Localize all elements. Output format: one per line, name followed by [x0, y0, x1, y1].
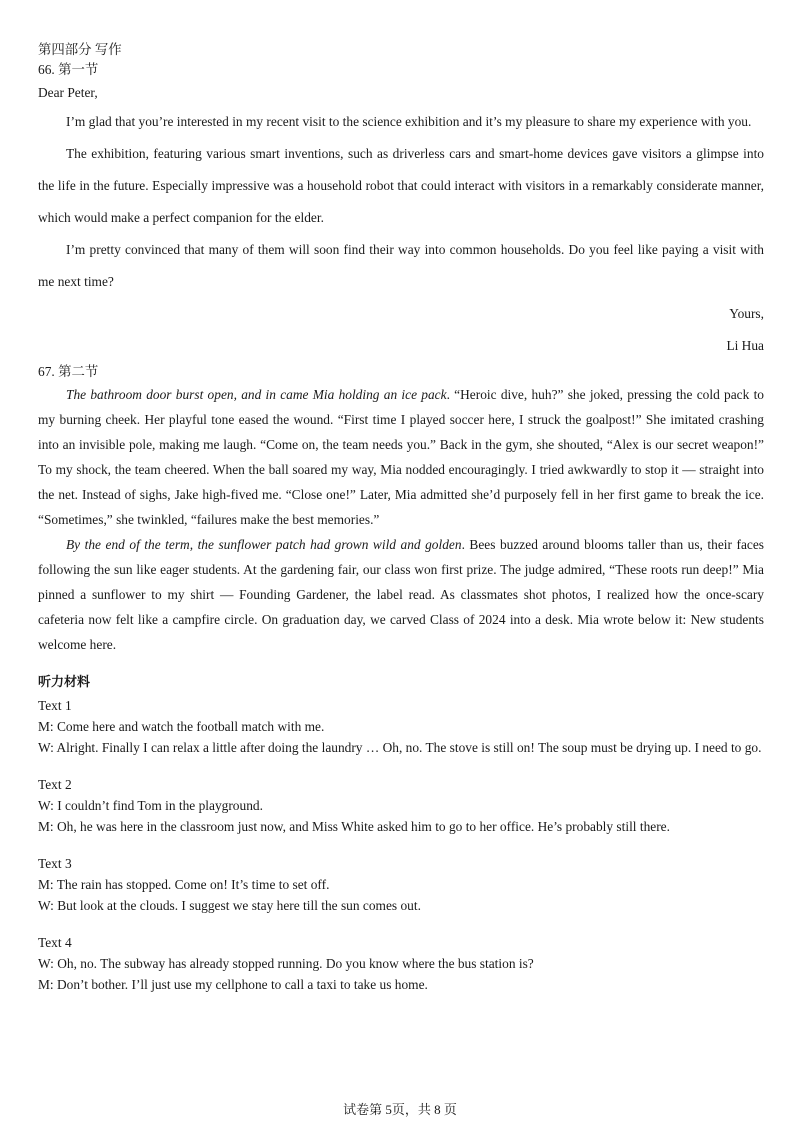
paragraph-2-lead: By the end of the term, the sunflower patch had grown wild and golden [66, 537, 462, 552]
dialogue-line: W: But look at the clouds. I suggest we stay here till the sun comes out. [38, 898, 421, 913]
listening-heading: 听力材料 [38, 675, 91, 690]
dialogue-line: M: The rain has stopped. Come on! It’s time to set off. [38, 877, 330, 892]
dialogue-line: M: Don’t bother. I’ll just use my cellphone to call a taxi to take us home. [38, 977, 428, 992]
q67-label: 67. 第二节 [38, 364, 99, 379]
question-66 [38, 60, 764, 362]
dialogue-line: W: Alright. Finally I can relax a little after doing the laundry … Oh, no. The stove is still on! The soup must be drying up. I need to go. [38, 740, 762, 755]
listening-text-3 [38, 853, 764, 916]
text-title: Text 1 [38, 698, 72, 713]
paragraph-1-body: . “Heroic dive, huh?” she joked, pressing the cold pack to my burning cheek. Her playful tone eased the wound. “First time I played soccer here, I struck the goalpost!” She imitated crashing into an invisible pole, making me laugh. “Come on, the team needs you.” Back in the gym, she shouted, “Alex is our secret weapon!” To my shock, the team cheered. When the ball soared my way, Mia nodded encouragingly. I tried awkwardly to stop it — straight into the net. Instead of sighs, Jake high-fived me. “Close one!” Later, Mia admitted she’d purposely fell in her first game to break the ice. “Sometimes,” she twinkled, “failures make the best memories.” [38, 387, 764, 527]
listening-text-1 [38, 695, 764, 758]
text-title: Text 2 [38, 777, 72, 792]
letter-paragraph: I’m glad that you’re interested in my recent visit to the science exhibition and it’s my pleasure to share my experience with you. [66, 114, 752, 129]
dialogue-line: M: Come here and watch the football match with me. [38, 719, 325, 734]
listening-text-4 [38, 932, 764, 995]
letter-salutation: Dear Peter, [38, 85, 98, 100]
paragraph-2-body: . Bees buzzed around blooms taller than us, their faces following the sun like eager students. At the gardening fair, our class won first prize. The judge admired, “These roots run deep!” Mia pinned a sunflower to my shirt — Founding Gardener, the label read. As classmates shot photos, I realized how the once-scary cafeteria now felt like a campfire circle. On graduation day, we carved Class of 2024 into a desk. Mia wrote below it: New students welcome here. [38, 537, 764, 652]
continuation-paragraph-1 [38, 382, 764, 532]
part-heading: 第四部分 写作 [38, 42, 122, 57]
letter-paragraph: I’m pretty convinced that many of them will soon find their way into common households. Do you feel like paying a visit with me next time? [38, 242, 764, 289]
text-title: Text 3 [38, 856, 72, 871]
paragraph-1-lead: The bathroom door burst open, and in came Mia holding an ice pack [66, 387, 447, 402]
dialogue-line: W: I couldn’t find Tom in the playground. [38, 798, 263, 813]
q66-label: 66. 第一节 [38, 62, 99, 77]
continuation-paragraph-2 [38, 532, 764, 657]
exam-page [38, 40, 764, 1011]
letter-paragraph: The exhibition, featuring various smart inventions, such as driverless cars and smart-home devices gave visitors a glimpse into the life in the future. Especially impressive was a household robot that could interact with visitors in a remarkably considerate manner, which would make a perfect companion for the elder. [38, 146, 764, 225]
letter-signature: Li Hua [726, 338, 764, 353]
dialogue-line: M: Oh, he was here in the classroom just now, and Miss White asked him to go to her office. He’s probably still there. [38, 819, 670, 834]
letter-closing: Yours, [729, 306, 764, 321]
listening-section [38, 671, 764, 995]
question-67 [38, 362, 764, 657]
listening-text-2 [38, 774, 764, 837]
text-title: Text 4 [38, 935, 72, 950]
page-footer: 试卷第 5页，共 8 页 [343, 1102, 457, 1117]
dialogue-line: W: Oh, no. The subway has already stopped running. Do you know where the bus station is? [38, 956, 534, 971]
